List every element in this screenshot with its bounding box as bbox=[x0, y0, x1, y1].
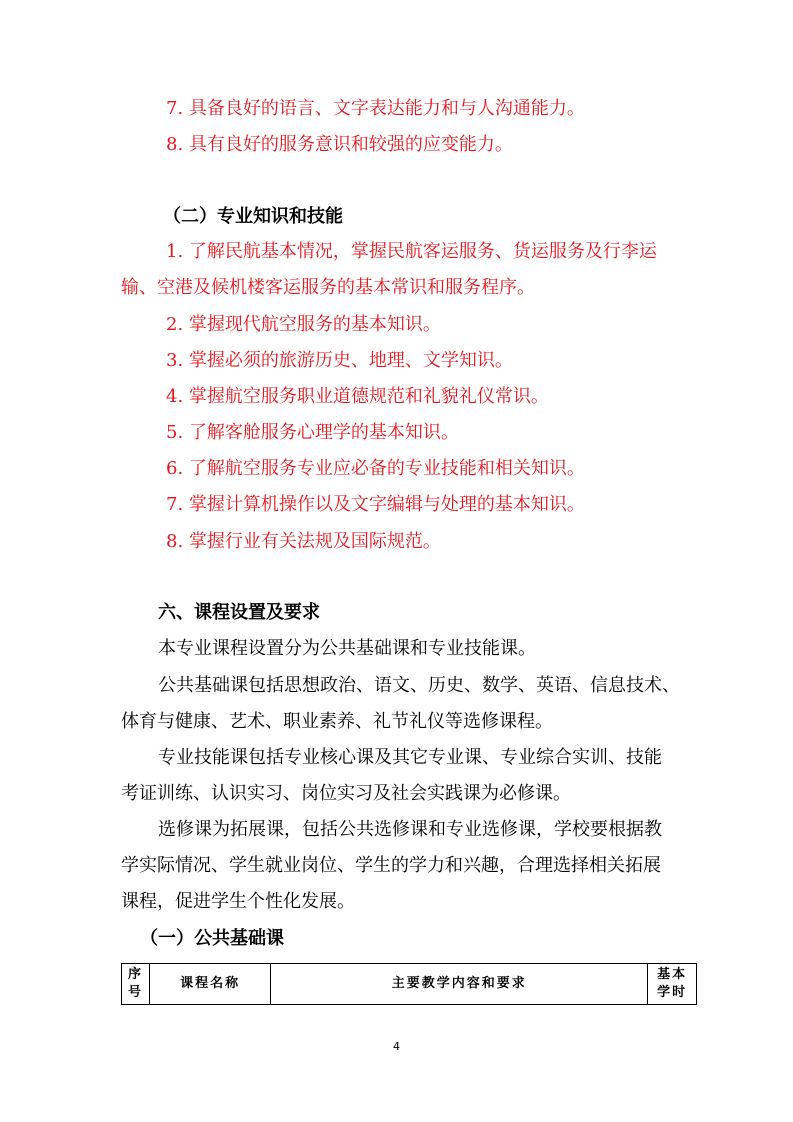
table-header-text: 序 bbox=[127, 967, 143, 982]
paragraph: 公共基础课包括思想政治、语文、历史、数学、英语、信息技术、 bbox=[158, 675, 680, 696]
table-header-hours bbox=[648, 964, 697, 1005]
list-item: 2. 掌握现代航空服务的基本知识。 bbox=[166, 314, 441, 335]
paragraph: 专业技能课包括专业核心课及其它专业课、专业综合实训、技能 bbox=[158, 747, 662, 768]
list-item: 6. 了解航空服务专业应必备的专业技能和相关知识。 bbox=[166, 458, 585, 479]
page-number: 4 bbox=[393, 1040, 400, 1053]
table-header-text: 基本 bbox=[657, 967, 688, 982]
paragraph-continuation: 学实际情况、学生就业岗位、学生的学力和兴趣，合理选择相关拓展 bbox=[121, 855, 661, 876]
table-header-text: 号 bbox=[127, 985, 143, 1000]
table-header-name: 课程名称 bbox=[149, 964, 270, 1005]
paragraph: 本专业课程设置分为公共基础课和专业技能课。 bbox=[158, 638, 536, 659]
list-item: 1. 了解民航基本情况，掌握民航客运服务、货运服务及行李运 bbox=[166, 241, 657, 262]
table-header-content: 主要教学内容和要求 bbox=[271, 964, 648, 1005]
list-item: 7. 具备良好的语言、文字表达能力和与人沟通能力。 bbox=[166, 98, 585, 119]
paragraph-continuation: 考证训练、认识实习、岗位实习及社会实践课为必修课。 bbox=[121, 783, 571, 804]
list-item: 5. 了解客舱服务心理学的基本知识。 bbox=[166, 422, 459, 443]
paragraph-continuation: 体育与健康、艺术、职业素养、礼节礼仪等选修课程。 bbox=[121, 711, 553, 732]
paragraph-continuation: 课程，促进学生个性化发展。 bbox=[121, 891, 355, 912]
paragraph: 选修课为拓展课，包括公共选修课和专业选修课，学校要根据教 bbox=[158, 819, 662, 840]
table-header-seq bbox=[122, 964, 150, 1005]
sub-heading: （一）公共基础课 bbox=[140, 928, 284, 949]
list-item: 8. 掌握行业有关法规及国际规范。 bbox=[166, 531, 441, 552]
section-heading: 六、课程设置及要求 bbox=[158, 602, 320, 623]
list-item: 3. 掌握必须的旅游历史、地理、文学知识。 bbox=[166, 350, 513, 371]
list-item: 8. 具有良好的服务意识和较强的应变能力。 bbox=[166, 134, 513, 155]
list-item: 7. 掌握计算机操作以及文字编辑与处理的基本知识。 bbox=[166, 494, 585, 515]
section-heading: （二）专业知识和技能 bbox=[163, 206, 343, 227]
table-header-text: 学时 bbox=[657, 985, 688, 1000]
table-header-row bbox=[122, 964, 697, 1005]
list-item: 4. 掌握航空服务职业道德规范和礼貌礼仪常识。 bbox=[166, 386, 549, 407]
list-item-continuation: 输、空港及候机楼客运服务的基本常识和服务程序。 bbox=[121, 277, 535, 298]
course-table bbox=[121, 963, 697, 1005]
